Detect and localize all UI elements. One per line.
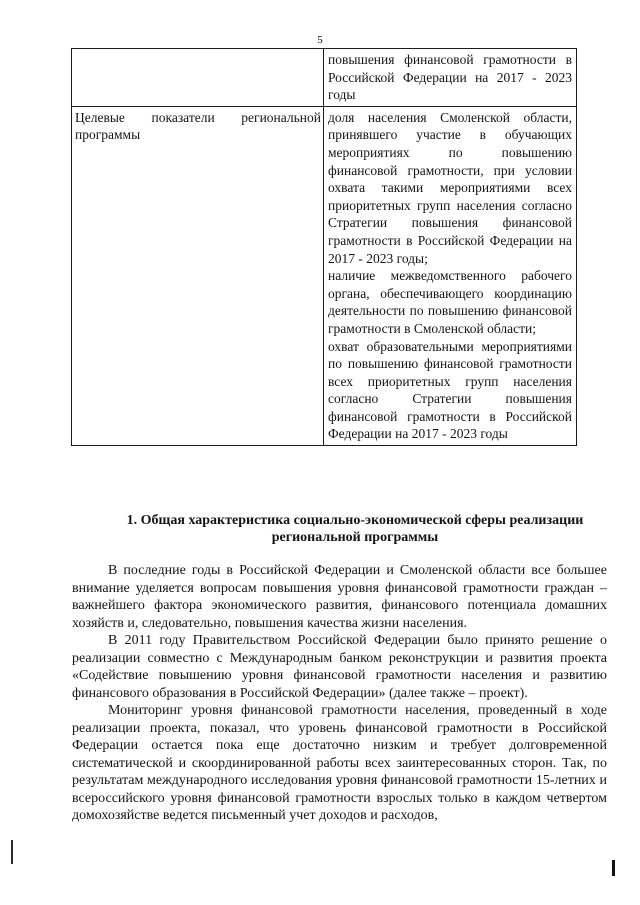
paragraph: В 2011 году Правительством Российской Федерации было принято решение о реализации совместно с Международным банком реконструкции и развития проекта «Содействие повышению уровня финансовой грамотности населения и развитию финансового образования в Российской Федерации» (далее также – проект). bbox=[72, 633, 607, 701]
paragraph: Мониторинг уровня финансовой грамотности населения, проведенный в ходе реализации проекта, показал, что уровень финансовой грамотности в Российской Федерации остается пока еще достаточно низким и требует долговременной систематической и скоординированной работы всех заинтересованных сторон. Так, по результатам международного исследования уровня финансовой грамотности 15-летних и всероссийского уровня финансовой грамотности взрослых только в каждом четвертом домохозяйстве ведется письменный учет доходов и расходов, bbox=[72, 703, 607, 823]
body-text bbox=[72, 562, 607, 825]
cell-text: повышения финансовой грамотности в Российской Федерации на 2017 - 2023 годы bbox=[328, 52, 572, 103]
table-cell-value bbox=[323, 106, 577, 446]
table-cell-value bbox=[323, 48, 577, 106]
cell-text: Целевые показатели региональной программы bbox=[75, 109, 321, 143]
program-passport-table bbox=[71, 48, 577, 446]
table-row bbox=[71, 48, 577, 106]
section-heading: 1. Общая характеристика социально-экономической сферы реализации региональной программы bbox=[126, 513, 584, 545]
target-indicator: охват образовательными мероприятиями по повышению финансовой грамотности всех приоритетных групп населения согласно Стратегии повышения финансовой грамотности в Российской Федерации на 2017 - 2023 годы bbox=[328, 338, 572, 442]
target-indicator: наличие межведомственного рабочего органа, обеспечивающего координацию деятельности по повышению финансовой грамотности в Смоленской области; bbox=[328, 268, 572, 336]
paragraph: В последние годы в Российской Федерации и Смоленской области все большее внимание уделяется вопросам повышения уровня финансовой грамотности граждан – важнейшего фактора экономического развития, финансового потенциала домашних хозяйств и, следовательно, повышения качества жизни населения. bbox=[72, 563, 607, 631]
table-cell-label bbox=[71, 48, 323, 106]
table-cell-label bbox=[71, 106, 323, 446]
target-indicator: доля населения Смоленской области, принявшего участие в обучающих мероприятиях по повышению финансовой грамотности, при условии охвата такими мероприятиями всех приоритетных групп населения согласно Стратегии повышения финансовой грамотности в Российской Федерации на 2017 - 2023 годы; bbox=[328, 109, 572, 266]
scan-edge-mark bbox=[612, 860, 615, 876]
page-number: 5 bbox=[317, 34, 323, 46]
table-row bbox=[71, 106, 577, 446]
scan-edge-mark bbox=[11, 840, 13, 864]
